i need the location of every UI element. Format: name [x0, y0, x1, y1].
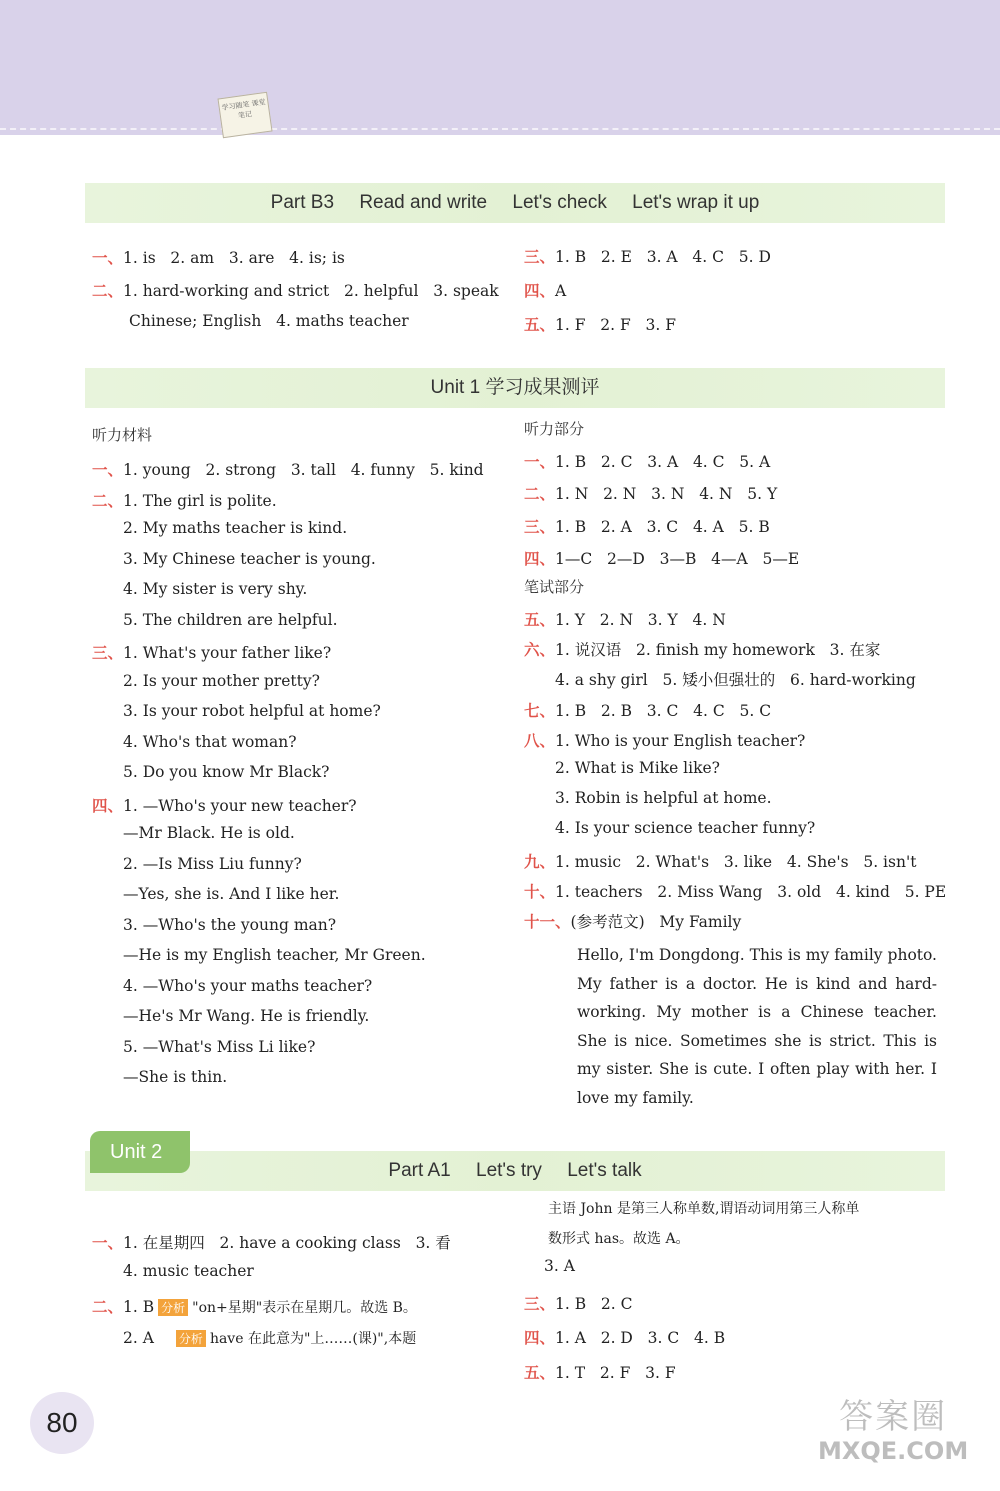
section-title-b3 — [85, 183, 945, 223]
answer-line — [92, 489, 277, 511]
answer-line — [92, 1295, 417, 1317]
answer-text: 4. Who's that woman? — [123, 732, 297, 751]
watermark-line: MXQE.COM — [818, 1437, 969, 1465]
answer-line — [123, 763, 329, 781]
answer-text: 1. B 2. E 3. A 4. C 5. D — [555, 248, 771, 266]
answer-line — [524, 1292, 632, 1314]
answer-line — [123, 1068, 227, 1086]
item-number: 一、 — [92, 461, 124, 479]
analysis-badge: 分析 — [158, 1299, 188, 1316]
answer-line — [123, 672, 320, 690]
answer-text: 1. F 2. F 3. F — [555, 316, 676, 334]
answer-line — [524, 850, 916, 872]
answer-text: 4. music teacher — [123, 1262, 254, 1280]
answer-line — [123, 885, 339, 903]
answer-text: Chinese; English 4. maths teacher — [129, 312, 409, 330]
answer-text: 1. B 2. B 3. C 4. C 5. C — [555, 701, 772, 720]
answer-line — [123, 702, 381, 720]
title-part: Let's try — [476, 1160, 542, 1181]
item-number: 五、 — [524, 1363, 556, 1382]
answer-line — [524, 1361, 676, 1383]
answer-text: 3. My Chinese teacher is young. — [123, 549, 376, 568]
answer-text: (参考范文) My Family — [570, 913, 742, 931]
answer-line — [123, 916, 336, 934]
answer-text: 1. is 2. am 3. are 4. is; is — [123, 249, 345, 267]
answer-text: 4. —Who's your maths teacher? — [123, 976, 373, 995]
answer-line — [123, 550, 376, 568]
title-part: Let's wrap it up — [632, 192, 760, 213]
item-number: 五、 — [524, 611, 556, 629]
answer-text: —He is my English teacher, Mr Green. — [123, 946, 426, 964]
analysis-text: have 在此意为"上……(课)",本题 — [209, 1331, 417, 1347]
answer-text: 1. 说汉语 2. finish my homework 3. 在家 — [555, 641, 881, 660]
answer-line — [123, 1038, 315, 1056]
answer-line — [123, 519, 347, 537]
page-number: 80 — [30, 1392, 94, 1454]
analysis-badge: 分析 — [176, 1330, 206, 1347]
answer-line — [123, 1328, 416, 1348]
item-number: 十一、 — [524, 913, 571, 931]
item-number: 四、 — [524, 549, 556, 568]
heading: 笔试部分 — [524, 578, 585, 596]
answer-text: 1. B 2. A 3. C 4. A 5. B — [555, 517, 770, 536]
answer-line — [524, 608, 726, 630]
answer-text: 1. Who is your English teacher? — [555, 731, 806, 750]
answer-line — [524, 482, 777, 504]
item-number: 二、 — [524, 485, 556, 504]
answer-line — [524, 547, 799, 569]
answer-text: 1. teachers 2. Miss Wang 3. old 4. kind 5. PE — [555, 882, 947, 901]
answer-line — [92, 279, 499, 301]
answer-text: 4. My sister is very shy. — [123, 580, 308, 598]
answer-text: 1. A 2. D 3. C 4. B — [555, 1329, 726, 1347]
note-sticker: 学习随笔 课堂笔记 — [217, 92, 272, 139]
section-title-unit1-test — [85, 368, 945, 408]
answer-text: 5. —What's Miss Li like? — [123, 1037, 316, 1056]
answer-text: 5. The children are helpful. — [123, 610, 338, 629]
answer-text: 1. What's your father like? — [123, 644, 332, 662]
analysis-text: 数形式 has。故选 A。 — [548, 1231, 690, 1247]
essay-text: Hello, I'm Dongdong. This is my family photo. My father is a doctor. He is kind and hard-working. My mother is a Chinese teacher. She is nice. Sometimes she is strict. This is my sister. She is cute. I often play with her. I love my family. — [577, 946, 937, 1107]
unit1-right-heading2 — [524, 576, 584, 597]
answer-text: 1—C 2—D 3—B 4—A 5—E — [555, 549, 800, 568]
analysis-text: "on+星期"表示在星期几。故选 B。 — [192, 1300, 417, 1316]
answer-line — [524, 450, 770, 472]
heading: 听力部分 — [524, 420, 585, 438]
item-number: 五、 — [524, 316, 556, 334]
answer-text: —Mr Black. He is old. — [123, 824, 295, 842]
answer-text: 2. What is Mike like? — [555, 759, 720, 777]
section-title-a1 — [85, 1151, 945, 1191]
item-number: 三、 — [524, 517, 556, 536]
answer-line — [524, 638, 880, 660]
answer-line — [92, 794, 357, 816]
item-number: 二、 — [92, 282, 124, 300]
item-number: 一、 — [92, 1234, 124, 1252]
answer-line — [92, 458, 484, 480]
title-part: Let's talk — [567, 1160, 642, 1181]
title-part: Part B3 — [270, 192, 335, 213]
title-part: Part A1 — [388, 1160, 451, 1181]
answer-line — [123, 824, 295, 842]
unit1-right-heading1 — [524, 418, 584, 439]
heading: 听力材料 — [92, 426, 153, 444]
answer-line — [524, 729, 805, 751]
title-part: Read and write — [359, 192, 488, 213]
answer-line — [555, 819, 815, 837]
answer-text: 1. Y 2. N 3. Y 4. N — [555, 611, 726, 629]
answer-text: —Yes, she is. And I like her. — [123, 885, 340, 903]
answer-text: 1. B 2. C 3. A 4. C 5. A — [555, 453, 771, 471]
answer-text: 1. N 2. N 3. N 4. N 5. Y — [555, 485, 778, 504]
unit-tag: Unit 2 — [90, 1131, 190, 1173]
answer-text: 1. hard-working and strict 2. helpful 3. speak — [123, 282, 499, 300]
answer-text: 5. Do you know Mr Black? — [123, 763, 330, 781]
answer-text: 3. Is your robot helpful at home? — [123, 702, 381, 720]
answer-line — [524, 880, 946, 902]
answer-line — [123, 946, 426, 964]
answer-text: 1. The girl is polite. — [123, 491, 277, 510]
answer-line — [123, 1007, 369, 1025]
answer-text: 1. young 2. strong 3. tall 4. funny 5. kind — [123, 461, 484, 479]
answer-text: 4. Is your science teacher funny? — [555, 819, 816, 838]
item-number: 三、 — [524, 248, 556, 266]
answer-text: 1. —Who's your new teacher? — [123, 796, 357, 815]
answer-text: 2. Is your mother pretty? — [123, 671, 320, 690]
item-number: 三、 — [524, 1294, 556, 1313]
answer-line — [123, 733, 297, 751]
watermark — [818, 1397, 969, 1468]
answer: 2. A — [123, 1329, 154, 1347]
answer-text: 4. a shy girl 5. 矮小但强壮的 6. hard-working — [555, 671, 916, 690]
item-number: 九、 — [524, 852, 556, 871]
answer-text: 2. My maths teacher is kind. — [123, 519, 348, 537]
item-number: 二、 — [92, 1298, 124, 1316]
item-number: 十、 — [524, 882, 556, 901]
item-number: 四、 — [524, 282, 556, 300]
title-text: Unit 1 学习成果测评 — [430, 377, 600, 398]
answer-text: 1. 在星期四 2. have a cooking class 3. 看 — [123, 1234, 451, 1252]
answer-text: 3. Robin is helpful at home. — [555, 789, 772, 808]
answer-line — [123, 1262, 254, 1280]
answer-text: 2. —Is Miss Liu funny? — [123, 854, 302, 873]
answer-text: 3. A — [544, 1257, 575, 1275]
answer-line — [524, 699, 771, 721]
top-band — [0, 0, 1000, 135]
answer-line — [524, 245, 771, 267]
answer-text: 1. T 2. F 3. F — [555, 1363, 676, 1382]
answer-line — [544, 1257, 575, 1275]
watermark-line: 答案圈 — [839, 1397, 948, 1437]
answer-line — [92, 1231, 451, 1253]
answer-line — [555, 668, 916, 690]
answer-line — [123, 977, 372, 995]
answer-text: —She is thin. — [123, 1068, 228, 1086]
answer-text: 3. —Who's the young man? — [123, 915, 337, 934]
answer-line — [123, 855, 302, 873]
analysis-text: 主语 John 是第三人称单数,谓语动词用第三人称单 — [548, 1201, 860, 1217]
title-part: Let's check — [512, 192, 607, 213]
answer-line — [123, 611, 338, 629]
answer-text: A — [555, 282, 567, 300]
answer-line — [129, 312, 409, 330]
item-number: 一、 — [92, 249, 124, 267]
answer-line — [524, 1326, 725, 1348]
answer-line — [92, 641, 331, 663]
divider — [0, 128, 1000, 130]
answer-line — [123, 580, 307, 598]
answer-line — [555, 789, 772, 807]
answer-text: 1. music 2. What's 3. like 4. She's 5. isn't — [555, 852, 917, 871]
item-number: 七、 — [524, 701, 556, 720]
item-number: 六、 — [524, 641, 556, 660]
item-number: 四、 — [524, 1329, 556, 1347]
answer-line — [524, 313, 676, 335]
unit1-left-heading — [92, 424, 152, 445]
answer-line — [524, 515, 770, 537]
item-number: 二、 — [92, 491, 124, 510]
answer: 1. B — [123, 1298, 155, 1316]
item-number: 三、 — [92, 644, 124, 662]
answer-text: —He's Mr Wang. He is friendly. — [123, 1007, 370, 1025]
answer-line — [92, 246, 345, 268]
item-number: 八、 — [524, 731, 556, 750]
item-number: 四、 — [92, 796, 124, 815]
answer-line — [555, 759, 720, 777]
item-number: 一、 — [524, 453, 556, 471]
answer-line — [524, 279, 566, 301]
answer-text: 1. B 2. C — [555, 1294, 633, 1313]
answer-line — [524, 910, 741, 932]
